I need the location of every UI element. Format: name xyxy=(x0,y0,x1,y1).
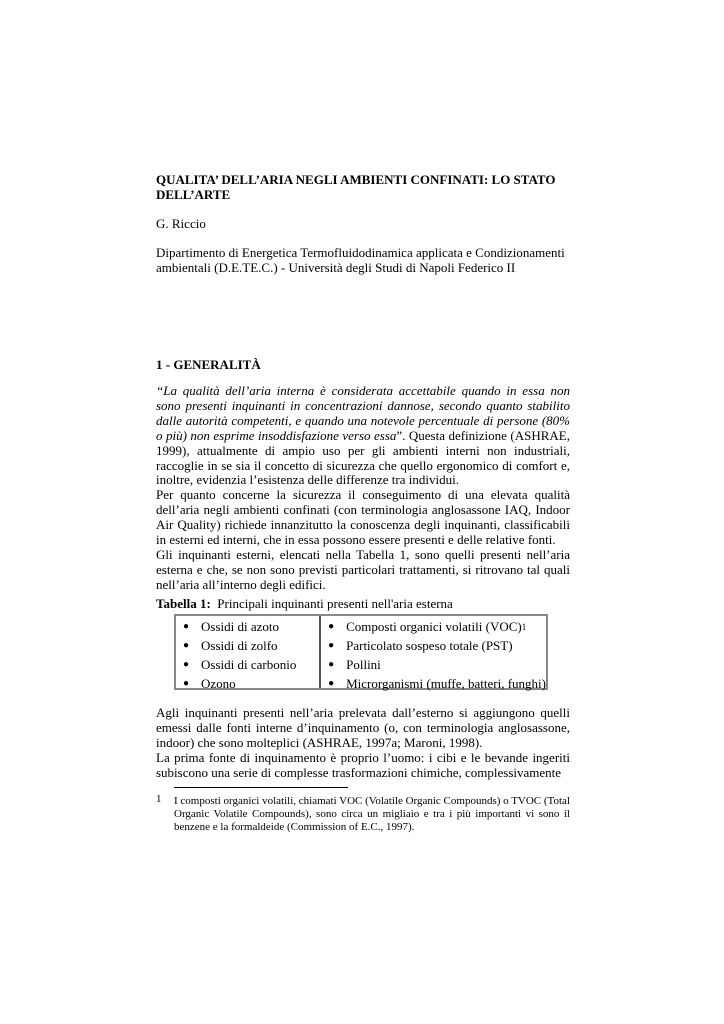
footnote-number: 1 xyxy=(156,793,162,805)
paragraph-definition xyxy=(156,384,570,488)
footnote-divider xyxy=(174,787,348,788)
table-item: ● Ozono xyxy=(183,676,236,691)
bullet-icon: ● xyxy=(183,640,190,651)
bullet-icon: ● xyxy=(328,659,335,670)
author-affiliation: Dipartimento di Energetica Termofluidodinamica applicata e Condizionamenti ambientali (D.E.TE.C.) - Università degli Studi di Napoli Federico II xyxy=(156,245,565,275)
table-column-right xyxy=(321,616,546,691)
table-column-left xyxy=(176,616,321,691)
footnote-text: I composti organici volatili, chiamati VOC (Volatile Organic Compounds) o TVOC (Total Organic Volatile Compounds), sono circa un migliaio e tra i più importanti vi sono il benzene e la formaldeide (Commission of E.C., 1997). xyxy=(174,795,570,833)
paragraph-safety: Per quanto concerne la sicurezza il conseguimento di una elevata qualità dell’aria negli ambienti confinati (con terminologia anglosassone IAQ, Indoor Air Quality) richiede innanzitutto la conoscenza degli inquinanti, classificabili in esterni ed interni, che in essa possono essere presenti e delle relative fonti. xyxy=(156,487,570,548)
footnote xyxy=(156,795,570,834)
table-item: ● Ossidi di azoto xyxy=(183,619,279,634)
bullet-icon: ● xyxy=(183,621,190,632)
table-item: ● Particolato sospeso totale (PST) xyxy=(328,638,513,653)
paragraph-indoor-sources: Agli inquinanti presenti nell’aria prelevata dall’esterno si aggiungono quelli emessi dalle fonti interne d’inquinamento (o, con terminologia anglosassone, indoor) che sono molteplici (ASHRAE, 1997a; Maroni, 1998). xyxy=(156,705,570,750)
pollutants-table xyxy=(174,614,548,690)
paragraph-external-pollutants: Gli inquinanti esterni, elencati nella Tabella 1, sono quelli presenti nell’aria esterna e che, se non sono previsti particolari trattamenti, si ritrovano tal quali nell’aria all’interno degli edifici. xyxy=(156,546,570,592)
table-caption-label: Tabella 1: xyxy=(156,596,211,611)
paper-title: QUALITA’ DELL’ARIA NEGLI AMBIENTI CONFINATI: LO STATO DELL’ARTE xyxy=(156,172,556,202)
table-caption-text: Principali inquinanti presenti nell'aria esterna xyxy=(217,596,453,611)
author-name: G. Riccio xyxy=(156,216,206,231)
table-item: ● Microrganismi (muffe, batteri, funghi) xyxy=(328,676,546,691)
table-item: ● Ossidi di zolfo xyxy=(183,638,278,653)
table-item: ● Ossidi di carbonio xyxy=(183,657,297,672)
section-body-continued xyxy=(156,706,570,781)
bullet-icon: ● xyxy=(183,659,190,670)
definition-continuation: ”. Questa definizione (ASHRAE, 1999), attualmente di ampio uso per gli ambienti interni non industriali, raccoglie in se sia il concetto di sicurezza che quello ergonomico di comfort e, inoltre, evidenzia l’esistenza delle differenze tra individui. xyxy=(156,427,570,488)
bullet-icon: ● xyxy=(328,621,335,632)
section-body xyxy=(156,384,570,593)
bullet-icon: ● xyxy=(183,678,190,689)
table-item: ● Pollini xyxy=(328,657,381,672)
definition-quote: “La qualità dell’aria interna è considerata accettabile quando in essa non sono presenti inquinanti in concentrazioni dannose, secondo quanto stabilito dalle autorità competenti, e quando una notevole percentuale di persone (80% o più) non esprime insoddisfazione verso essa xyxy=(156,383,570,443)
bullet-icon: ● xyxy=(328,640,335,651)
table-caption xyxy=(156,596,453,611)
bullet-icon: ● xyxy=(328,678,335,689)
paragraph-human-source: La prima fonte di inquinamento è proprio l’uomo: i cibi e le bevande ingeriti subiscono una serie di complesse trasformazioni chimiche, complessivamente xyxy=(156,749,570,780)
table-item: ● Composti organici volatili (VOC) 1 xyxy=(328,619,527,634)
section-heading: 1 - GENERALITÀ xyxy=(156,357,261,372)
